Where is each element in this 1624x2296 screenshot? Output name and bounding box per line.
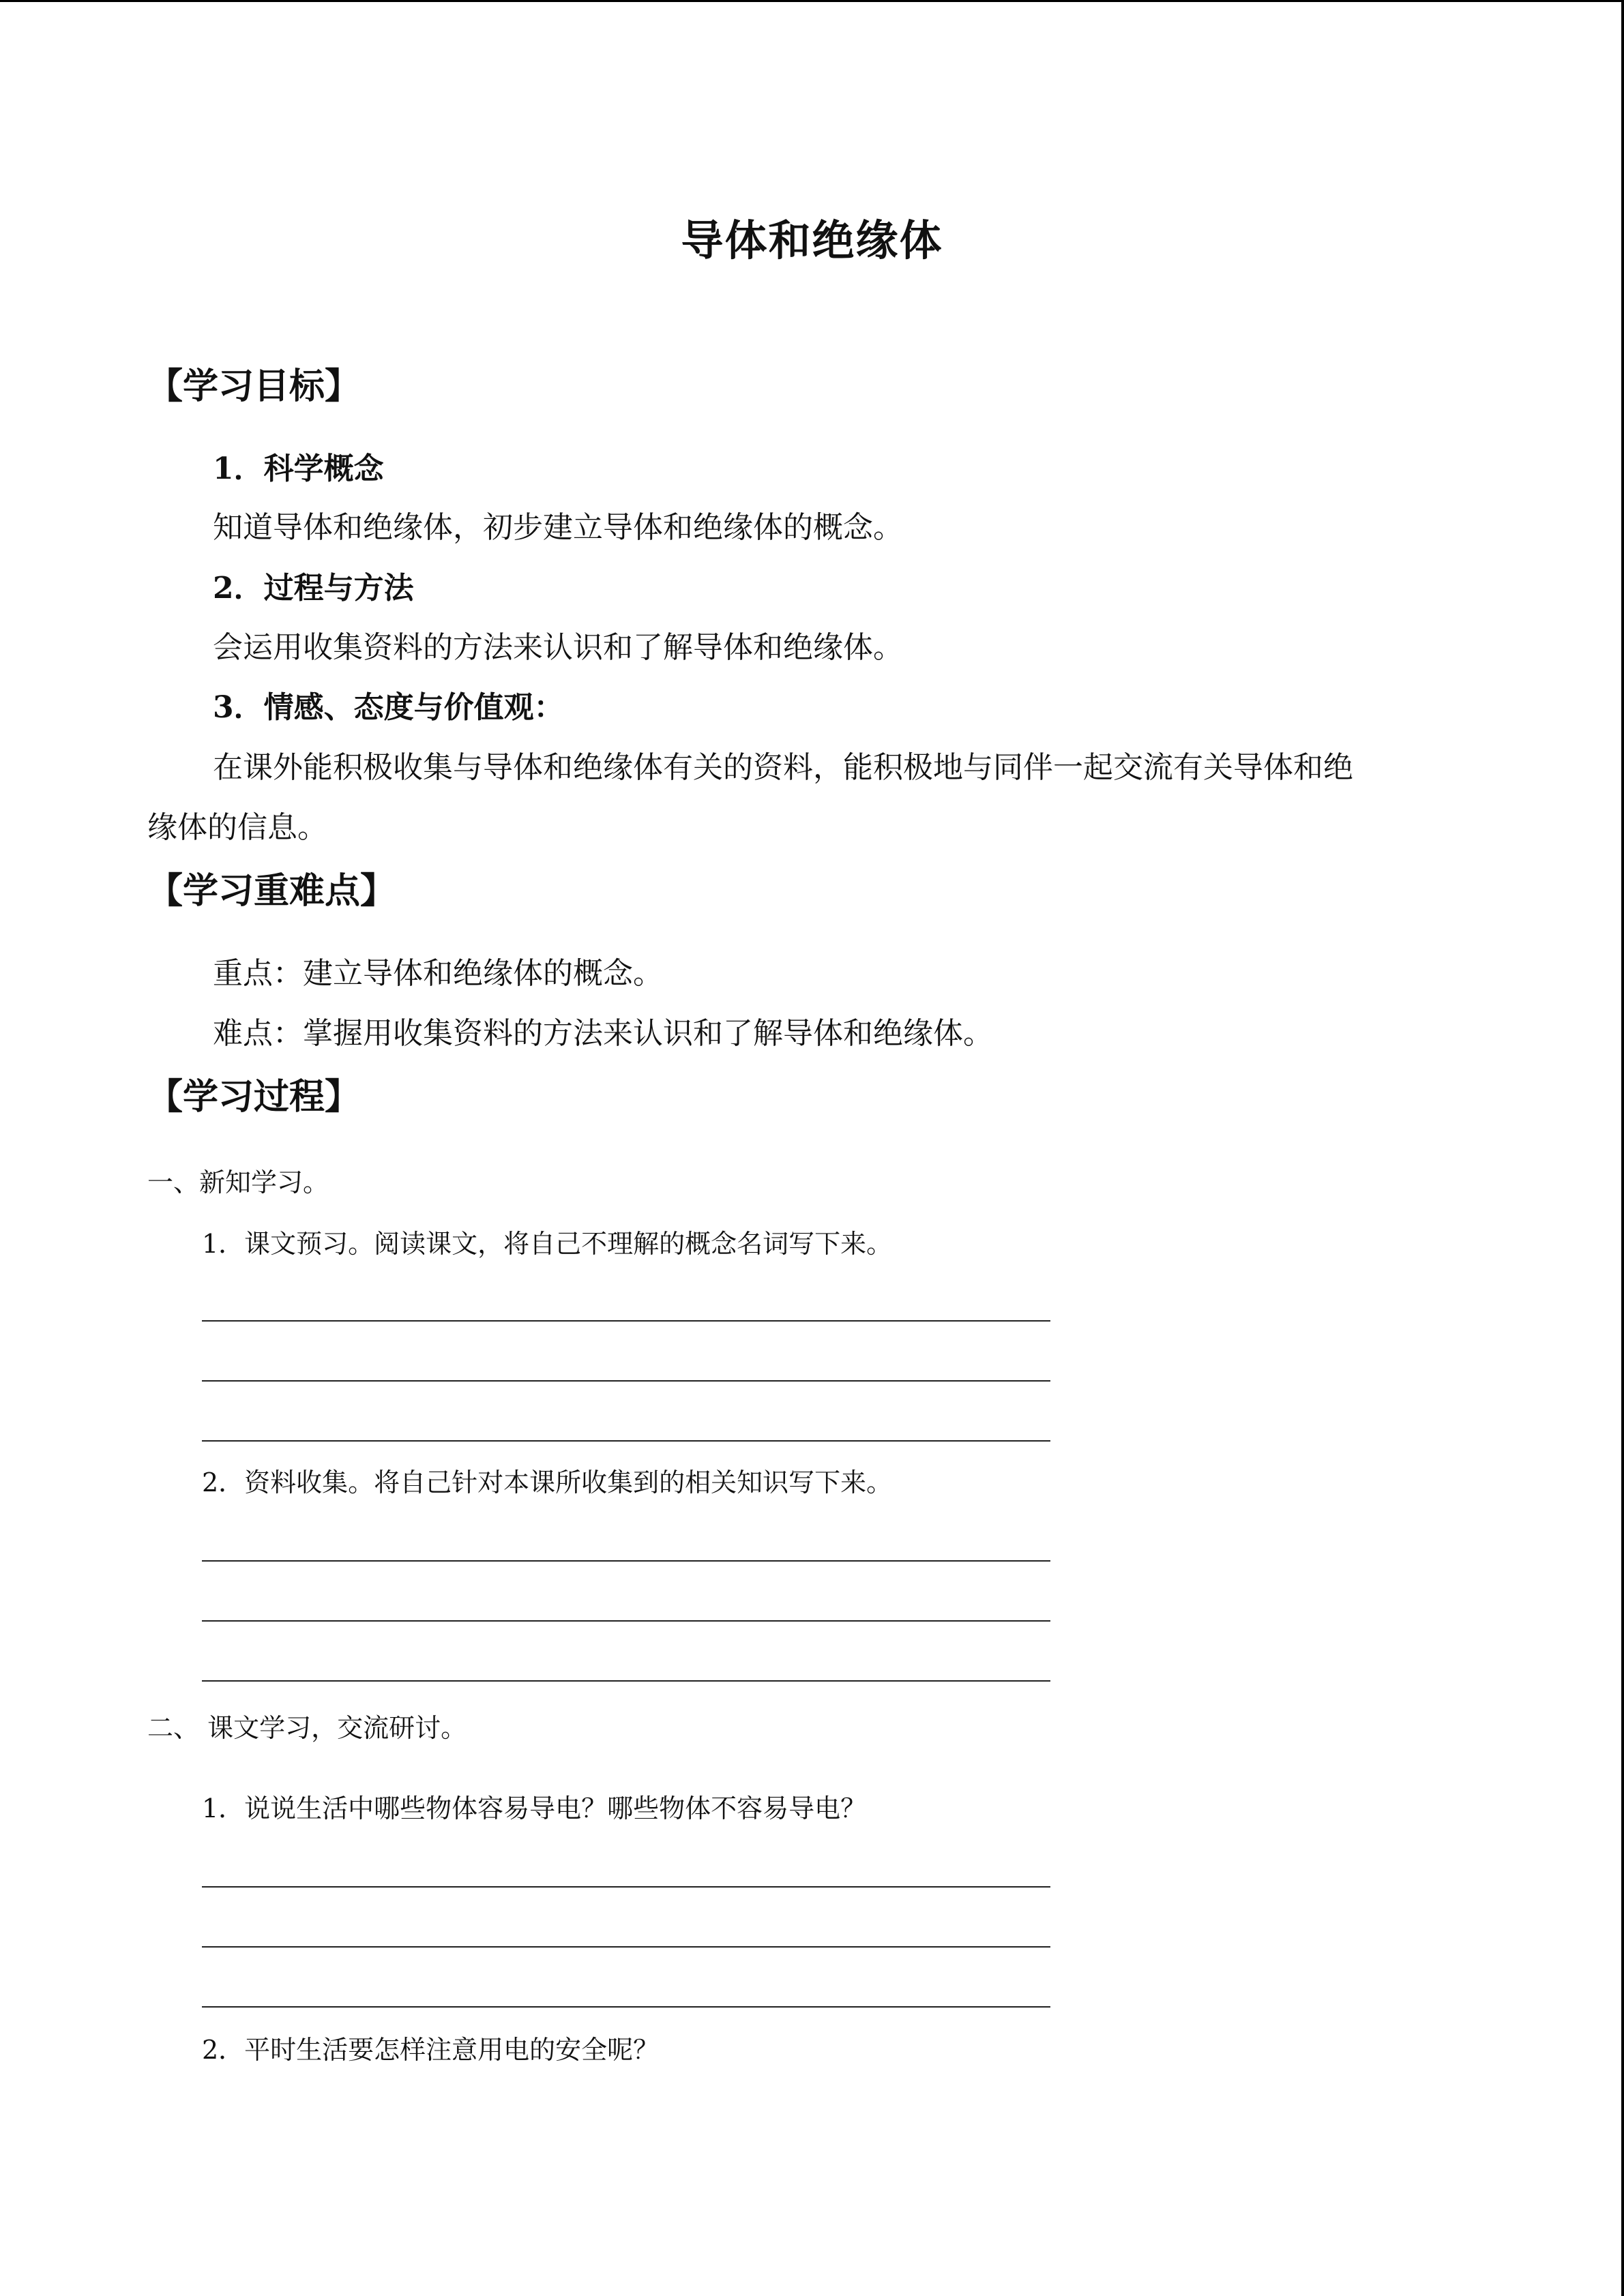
part1-heading: 一、新知学习。 (147, 1167, 329, 1197)
process-heading: 【学习过程】 (147, 1077, 361, 1118)
objective-1-label: 1．科学概念 (213, 451, 384, 486)
page-right-border (1621, 0, 1624, 2296)
answer-line[interactable] (202, 1440, 1050, 1442)
part2-heading: 二、 课文学习，交流研讨。 (147, 1713, 467, 1743)
objective-2-text: 会运用收集资料的方法来认识和了解导体和绝缘体。 (213, 630, 903, 665)
focus-text: 重点：建立导体和绝缘体的概念。 (213, 956, 663, 991)
answer-line[interactable] (202, 1886, 1050, 1888)
answer-line[interactable] (202, 1620, 1050, 1622)
objective-3-label: 3．情感、态度与价值观： (213, 690, 564, 725)
objective-2-label: 2．过程与方法 (213, 571, 414, 606)
answer-line[interactable] (202, 1946, 1050, 1948)
answer-line[interactable] (202, 1320, 1050, 1322)
answer-line[interactable] (202, 2006, 1050, 2008)
difficulty-text: 难点：掌握用收集资料的方法来认识和了解导体和绝缘体。 (213, 1016, 993, 1051)
page-title: 导体和绝缘体 (681, 215, 943, 265)
part1-question-2: 2．资料收集。将自己针对本课所收集到的相关知识写下来。 (202, 1467, 893, 1497)
objectives-heading: 【学习目标】 (147, 366, 361, 407)
key-points-heading: 【学习重难点】 (147, 871, 396, 912)
answer-line[interactable] (202, 1680, 1050, 1682)
part2-question-1: 1．说说生活中哪些物体容易导电？哪些物体不容易导电？ (202, 1793, 867, 1823)
part1-question-1: 1．课文预习。阅读课文，将自己不理解的概念名词写下来。 (202, 1229, 893, 1259)
objective-3-text-line2: 缘体的信息。 (147, 810, 327, 845)
objective-1-text: 知道导体和绝缘体，初步建立导体和绝缘体的概念。 (213, 510, 903, 545)
objective-3-text-line1: 在课外能积极收集与导体和绝缘体有关的资料，能积极地与同伴一起交流有关导体和绝 (213, 750, 1353, 785)
answer-line[interactable] (202, 1380, 1050, 1382)
part2-question-2: 2．平时生活要怎样注意用电的安全呢？ (202, 2035, 660, 2065)
answer-line[interactable] (202, 1560, 1050, 1562)
page-top-border (0, 0, 1624, 2)
